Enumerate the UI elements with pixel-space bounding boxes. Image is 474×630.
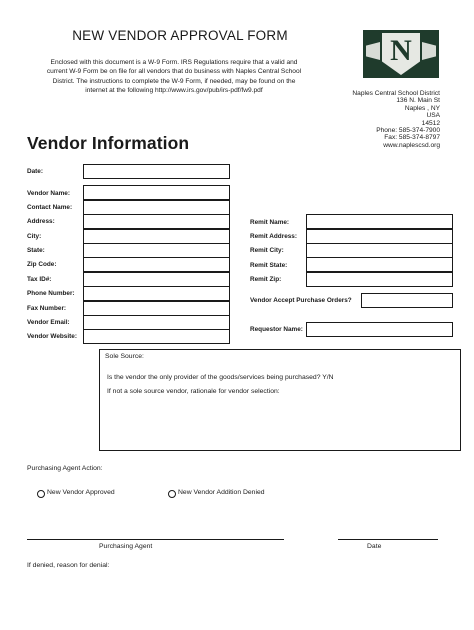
sole-source-title: Sole Source: [105, 353, 144, 360]
sole-source-rationale: If not a sole source vendor, rationale for vendor selection: [107, 388, 280, 395]
accept-po-field[interactable] [361, 293, 453, 308]
intro-text [24, 58, 324, 96]
phone-number-field[interactable] [83, 286, 230, 301]
requestor-name-label: Requestor Name: [250, 326, 303, 333]
remit-address-label: Remit Address: [250, 233, 297, 240]
intro-line: internet at the following http://www.irs.gov/pub/irs-pdf/fw9.pdf [85, 87, 263, 95]
remit-city-field[interactable] [306, 243, 453, 258]
purchasing-action-label: Purchasing Agent Action: [27, 465, 103, 472]
remit-name-label: Remit Name: [250, 219, 290, 226]
requestor-name-field[interactable] [306, 322, 453, 337]
district-website: www.naplescsd.org [383, 141, 440, 149]
date-signature-label: Date [367, 543, 382, 550]
remit-city-label: Remit City: [250, 247, 284, 254]
district-country: USA [426, 112, 440, 120]
vendor-name-label: Vendor Name: [27, 190, 70, 197]
district-fax: Fax: 585-374-8797 [384, 134, 440, 142]
agent-signature-line[interactable] [27, 539, 284, 540]
district-name: Naples Central School District [352, 90, 440, 97]
remit-state-field[interactable] [306, 257, 453, 272]
section-heading: Vendor Information [27, 133, 190, 153]
remit-address-field[interactable] [306, 229, 453, 244]
remit-state-label: Remit State: [250, 262, 288, 269]
state-label: State: [27, 247, 45, 254]
state-field[interactable] [83, 243, 230, 258]
date-field[interactable] [83, 164, 230, 179]
logo-letter: N [390, 34, 412, 67]
fax-number-label: Fax Number: [27, 305, 67, 312]
zip-code-label: Zip Code: [27, 261, 57, 268]
accept-po-label: Vendor Accept Purchase Orders? [250, 297, 352, 304]
tax-id-label: Tax ID#: [27, 276, 52, 283]
form-title: NEW VENDOR APPROVAL FORM [72, 28, 288, 43]
zip-code-field[interactable] [83, 257, 230, 272]
vendor-name-field[interactable] [83, 185, 230, 200]
denied-label: New Vendor Addition Denied [178, 489, 265, 496]
intro-line: District. The instructions to complete the W-9 Form, if needed, may be found on the [52, 77, 296, 85]
date-signature-line[interactable] [338, 539, 438, 540]
district-city: Naples , NY [404, 104, 440, 112]
contact-name-label: Contact Name: [27, 204, 73, 211]
district-phone: Phone: 585-374-7900 [376, 127, 440, 135]
remit-zip-field[interactable] [306, 272, 453, 287]
denial-reason-label: If denied, reason for denial: [27, 562, 110, 569]
address-field[interactable] [83, 214, 230, 229]
approved-label: New Vendor Approved [47, 489, 115, 496]
intro-line: Enclosed with this document is a W-9 Form. IRS Regulations require that a valid and [50, 59, 298, 66]
district-logo [363, 30, 439, 78]
sole-source-box[interactable] [99, 349, 461, 451]
phone-number-label: Phone Number: [27, 290, 75, 297]
contact-name-field[interactable] [83, 200, 230, 215]
district-street: 136 N. Main St [396, 97, 440, 105]
remit-zip-label: Remit Zip: [250, 276, 282, 283]
vendor-website-label: Vendor Website: [27, 333, 77, 340]
vendor-email-label: Vendor Email: [27, 319, 70, 326]
district-address [320, 90, 440, 149]
city-field[interactable] [83, 229, 230, 244]
address-label: Address: [27, 218, 55, 225]
vendor-website-field[interactable] [83, 329, 230, 344]
logo-left-banner [366, 42, 380, 60]
remit-name-field[interactable] [306, 214, 453, 229]
vendor-email-field[interactable] [83, 315, 230, 330]
date-label: Date: [27, 168, 43, 175]
approved-radio[interactable] [37, 490, 45, 498]
logo-right-banner [422, 42, 436, 60]
intro-line: current W-9 Form be on file for all vendors that do business with Naples Central School [46, 68, 302, 76]
agent-signature-label: Purchasing Agent [99, 543, 153, 550]
fax-number-field[interactable] [83, 301, 230, 316]
tax-id-field[interactable] [83, 272, 230, 287]
denied-radio[interactable] [168, 490, 176, 498]
sole-source-question: Is the vendor the only provider of the goods/services being purchased? Y/N [107, 374, 334, 381]
district-zip: 14512 [421, 119, 440, 127]
city-label: City: [27, 233, 42, 240]
